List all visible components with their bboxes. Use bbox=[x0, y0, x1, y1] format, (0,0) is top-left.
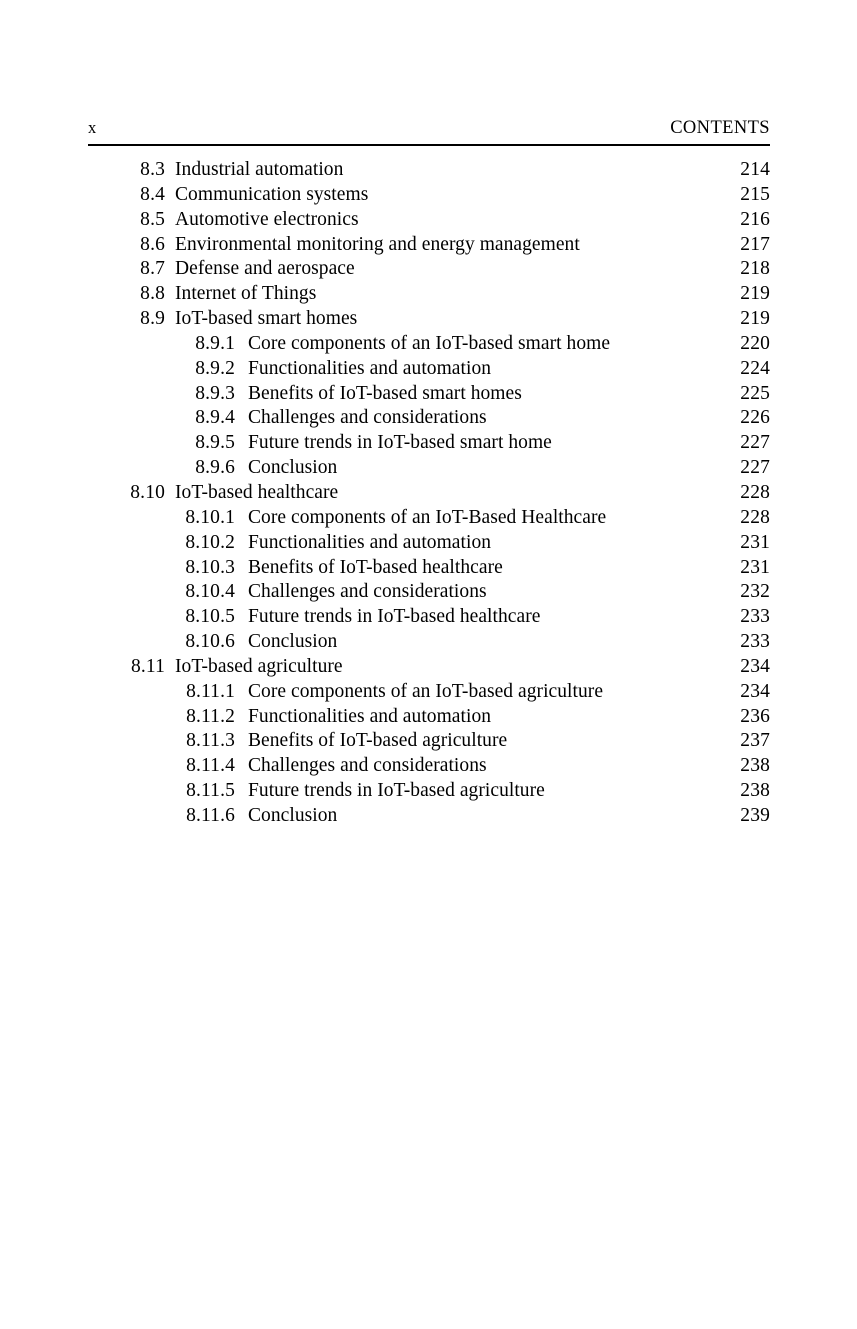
toc-entry-title: Conclusion bbox=[248, 457, 338, 479]
toc-entry-page-number: 236 bbox=[740, 705, 770, 727]
toc-entry-page-number: 219 bbox=[740, 283, 770, 305]
toc-entry[interactable] bbox=[88, 357, 770, 382]
toc-entry[interactable] bbox=[88, 754, 770, 779]
toc-entry-title: Core components of an IoT-based agriculture bbox=[248, 680, 604, 702]
toc-entry-number: 8.5 bbox=[140, 208, 165, 230]
toc-entry[interactable] bbox=[88, 307, 770, 332]
toc-entry-page-number: 232 bbox=[740, 581, 770, 603]
toc-entry-number: 8.9.4 bbox=[195, 407, 235, 429]
toc-entry-number: 8.7 bbox=[140, 258, 165, 280]
toc-entry-title: Benefits of IoT-based smart homes bbox=[248, 382, 522, 404]
toc-entry-title: Challenges and considerations bbox=[248, 407, 487, 429]
toc-entry-page-number: 216 bbox=[740, 208, 770, 230]
toc-entry-page-number: 237 bbox=[740, 730, 770, 752]
toc-entry-page-number: 215 bbox=[740, 183, 770, 205]
toc-entry-number: 8.9.3 bbox=[195, 382, 235, 404]
toc-entry[interactable] bbox=[88, 282, 770, 307]
toc-entry-number: 8.10.3 bbox=[185, 556, 235, 578]
toc-entry[interactable] bbox=[88, 208, 770, 233]
toc-entry-number: 8.11 bbox=[130, 655, 165, 677]
running-header-title: CONTENTS bbox=[670, 118, 770, 138]
toc-entry-number: 8.11.2 bbox=[186, 705, 235, 727]
page-folio: x bbox=[88, 118, 97, 137]
toc-entry[interactable] bbox=[88, 481, 770, 506]
toc-entry-number: 8.10.6 bbox=[185, 631, 235, 653]
toc-entry[interactable] bbox=[88, 680, 770, 705]
toc-entry-page-number: 234 bbox=[740, 655, 770, 677]
toc-entry-page-number: 234 bbox=[740, 680, 770, 702]
toc-entry[interactable] bbox=[88, 779, 770, 804]
toc-entry-title: Benefits of IoT-based agriculture bbox=[248, 730, 508, 752]
toc-entry-number: 8.6 bbox=[140, 233, 165, 255]
toc-entry-page-number: 228 bbox=[740, 481, 770, 503]
toc-entry-page-number: 224 bbox=[740, 357, 770, 379]
toc-entry-number: 8.10 bbox=[130, 481, 165, 503]
toc-entry-title: IoT-based healthcare bbox=[175, 481, 339, 503]
toc-entry-title: Functionalities and automation bbox=[248, 357, 492, 379]
toc-entry[interactable] bbox=[88, 456, 770, 481]
toc-entry-number: 8.9.5 bbox=[195, 432, 235, 454]
toc-entry[interactable] bbox=[88, 605, 770, 630]
toc-entry-page-number: 233 bbox=[740, 631, 770, 653]
toc-entry-title: Challenges and considerations bbox=[248, 755, 487, 777]
toc-entry-title: Challenges and considerations bbox=[248, 581, 487, 603]
toc-entry-number: 8.9.1 bbox=[195, 332, 235, 354]
toc-entry-page-number: 231 bbox=[740, 556, 770, 578]
toc-entry-page-number: 227 bbox=[740, 432, 770, 454]
toc-entry[interactable] bbox=[88, 655, 770, 680]
toc-entry-page-number: 226 bbox=[740, 407, 770, 429]
toc-entry-title: Future trends in IoT-based healthcare bbox=[248, 606, 541, 628]
toc-entry-number: 8.11.5 bbox=[186, 780, 235, 802]
toc-entry-number: 8.10.1 bbox=[185, 506, 235, 528]
toc-entry-title: Conclusion bbox=[248, 631, 338, 653]
toc-entry-title: Industrial automation bbox=[175, 159, 344, 180]
toc-entry[interactable] bbox=[88, 406, 770, 431]
toc-entry-page-number: 219 bbox=[740, 308, 770, 330]
toc-entry-page-number: 217 bbox=[740, 233, 770, 255]
toc-entry[interactable] bbox=[88, 729, 770, 754]
toc-entry-page-number: 239 bbox=[740, 804, 770, 826]
toc-entry[interactable] bbox=[88, 506, 770, 531]
toc-entry-number: 8.4 bbox=[140, 183, 165, 205]
toc-entry-title: Core components of an IoT-based smart home bbox=[248, 332, 611, 354]
toc-entry-title: Defense and aerospace bbox=[175, 258, 355, 280]
toc-entry-page-number: 218 bbox=[740, 258, 770, 280]
table-of-contents bbox=[88, 158, 770, 829]
toc-entry-title: Functionalities and automation bbox=[248, 531, 492, 553]
toc-entry-number: 8.8 bbox=[140, 283, 165, 305]
header-rule bbox=[88, 144, 770, 146]
toc-entry-title: IoT-based agriculture bbox=[175, 655, 343, 677]
toc-entry-number: 8.11.4 bbox=[186, 755, 235, 777]
toc-entry-title: Future trends in IoT-based agriculture bbox=[248, 780, 545, 802]
toc-entry-number: 8.10.4 bbox=[185, 581, 235, 603]
toc-entry-page-number: 233 bbox=[740, 606, 770, 628]
toc-entry-number: 8.9.6 bbox=[195, 457, 235, 479]
toc-entry-title: Automotive electronics bbox=[175, 208, 359, 230]
toc-entry-page-number: 220 bbox=[740, 332, 770, 354]
toc-entry[interactable] bbox=[88, 183, 770, 208]
toc-entry-page-number: 227 bbox=[740, 457, 770, 479]
toc-entry-title: Functionalities and automation bbox=[248, 705, 492, 727]
toc-entry[interactable] bbox=[88, 431, 770, 456]
toc-entry[interactable] bbox=[88, 580, 770, 605]
toc-entry-title: Benefits of IoT-based healthcare bbox=[248, 556, 503, 578]
toc-entry-page-number: 238 bbox=[740, 780, 770, 802]
toc-entry[interactable] bbox=[88, 332, 770, 357]
toc-entry-title: Core components of an IoT-Based Healthcare bbox=[248, 506, 607, 528]
toc-entry-number: 8.9 bbox=[140, 308, 165, 330]
toc-entry[interactable] bbox=[88, 705, 770, 730]
toc-entry-page-number: 214 bbox=[740, 159, 770, 180]
toc-entry-title: Communication systems bbox=[175, 183, 369, 205]
toc-entry-page-number: 228 bbox=[740, 506, 770, 528]
toc-entry-title: IoT-based smart homes bbox=[175, 308, 358, 330]
toc-entry-number: 8.11.6 bbox=[186, 804, 235, 826]
toc-entry-number: 8.10.5 bbox=[185, 606, 235, 628]
toc-entry-title: Internet of Things bbox=[175, 283, 317, 305]
toc-entry[interactable] bbox=[88, 804, 770, 829]
toc-entry-number: 8.11.3 bbox=[186, 730, 235, 752]
toc-entry-number: 8.11.1 bbox=[186, 680, 235, 702]
running-header bbox=[88, 118, 770, 146]
toc-entry[interactable] bbox=[88, 158, 770, 183]
toc-entry-page-number: 225 bbox=[740, 382, 770, 404]
toc-entry[interactable] bbox=[88, 556, 770, 581]
toc-entry-title: Environmental monitoring and energy management bbox=[175, 233, 580, 255]
toc-entry[interactable] bbox=[88, 233, 770, 258]
toc-entry-title: Conclusion bbox=[248, 804, 338, 826]
toc-entry[interactable] bbox=[88, 382, 770, 407]
toc-entry[interactable] bbox=[88, 531, 770, 556]
toc-entry-page-number: 238 bbox=[740, 755, 770, 777]
toc-entry-number: 8.3 bbox=[140, 159, 165, 180]
toc-entry-number: 8.10.2 bbox=[185, 531, 235, 553]
toc-entry[interactable] bbox=[88, 257, 770, 282]
toc-entry[interactable] bbox=[88, 630, 770, 655]
toc-entry-page-number: 231 bbox=[740, 531, 770, 553]
toc-entry-title: Future trends in IoT-based smart home bbox=[248, 432, 552, 454]
toc-entry-number: 8.9.2 bbox=[195, 357, 235, 379]
